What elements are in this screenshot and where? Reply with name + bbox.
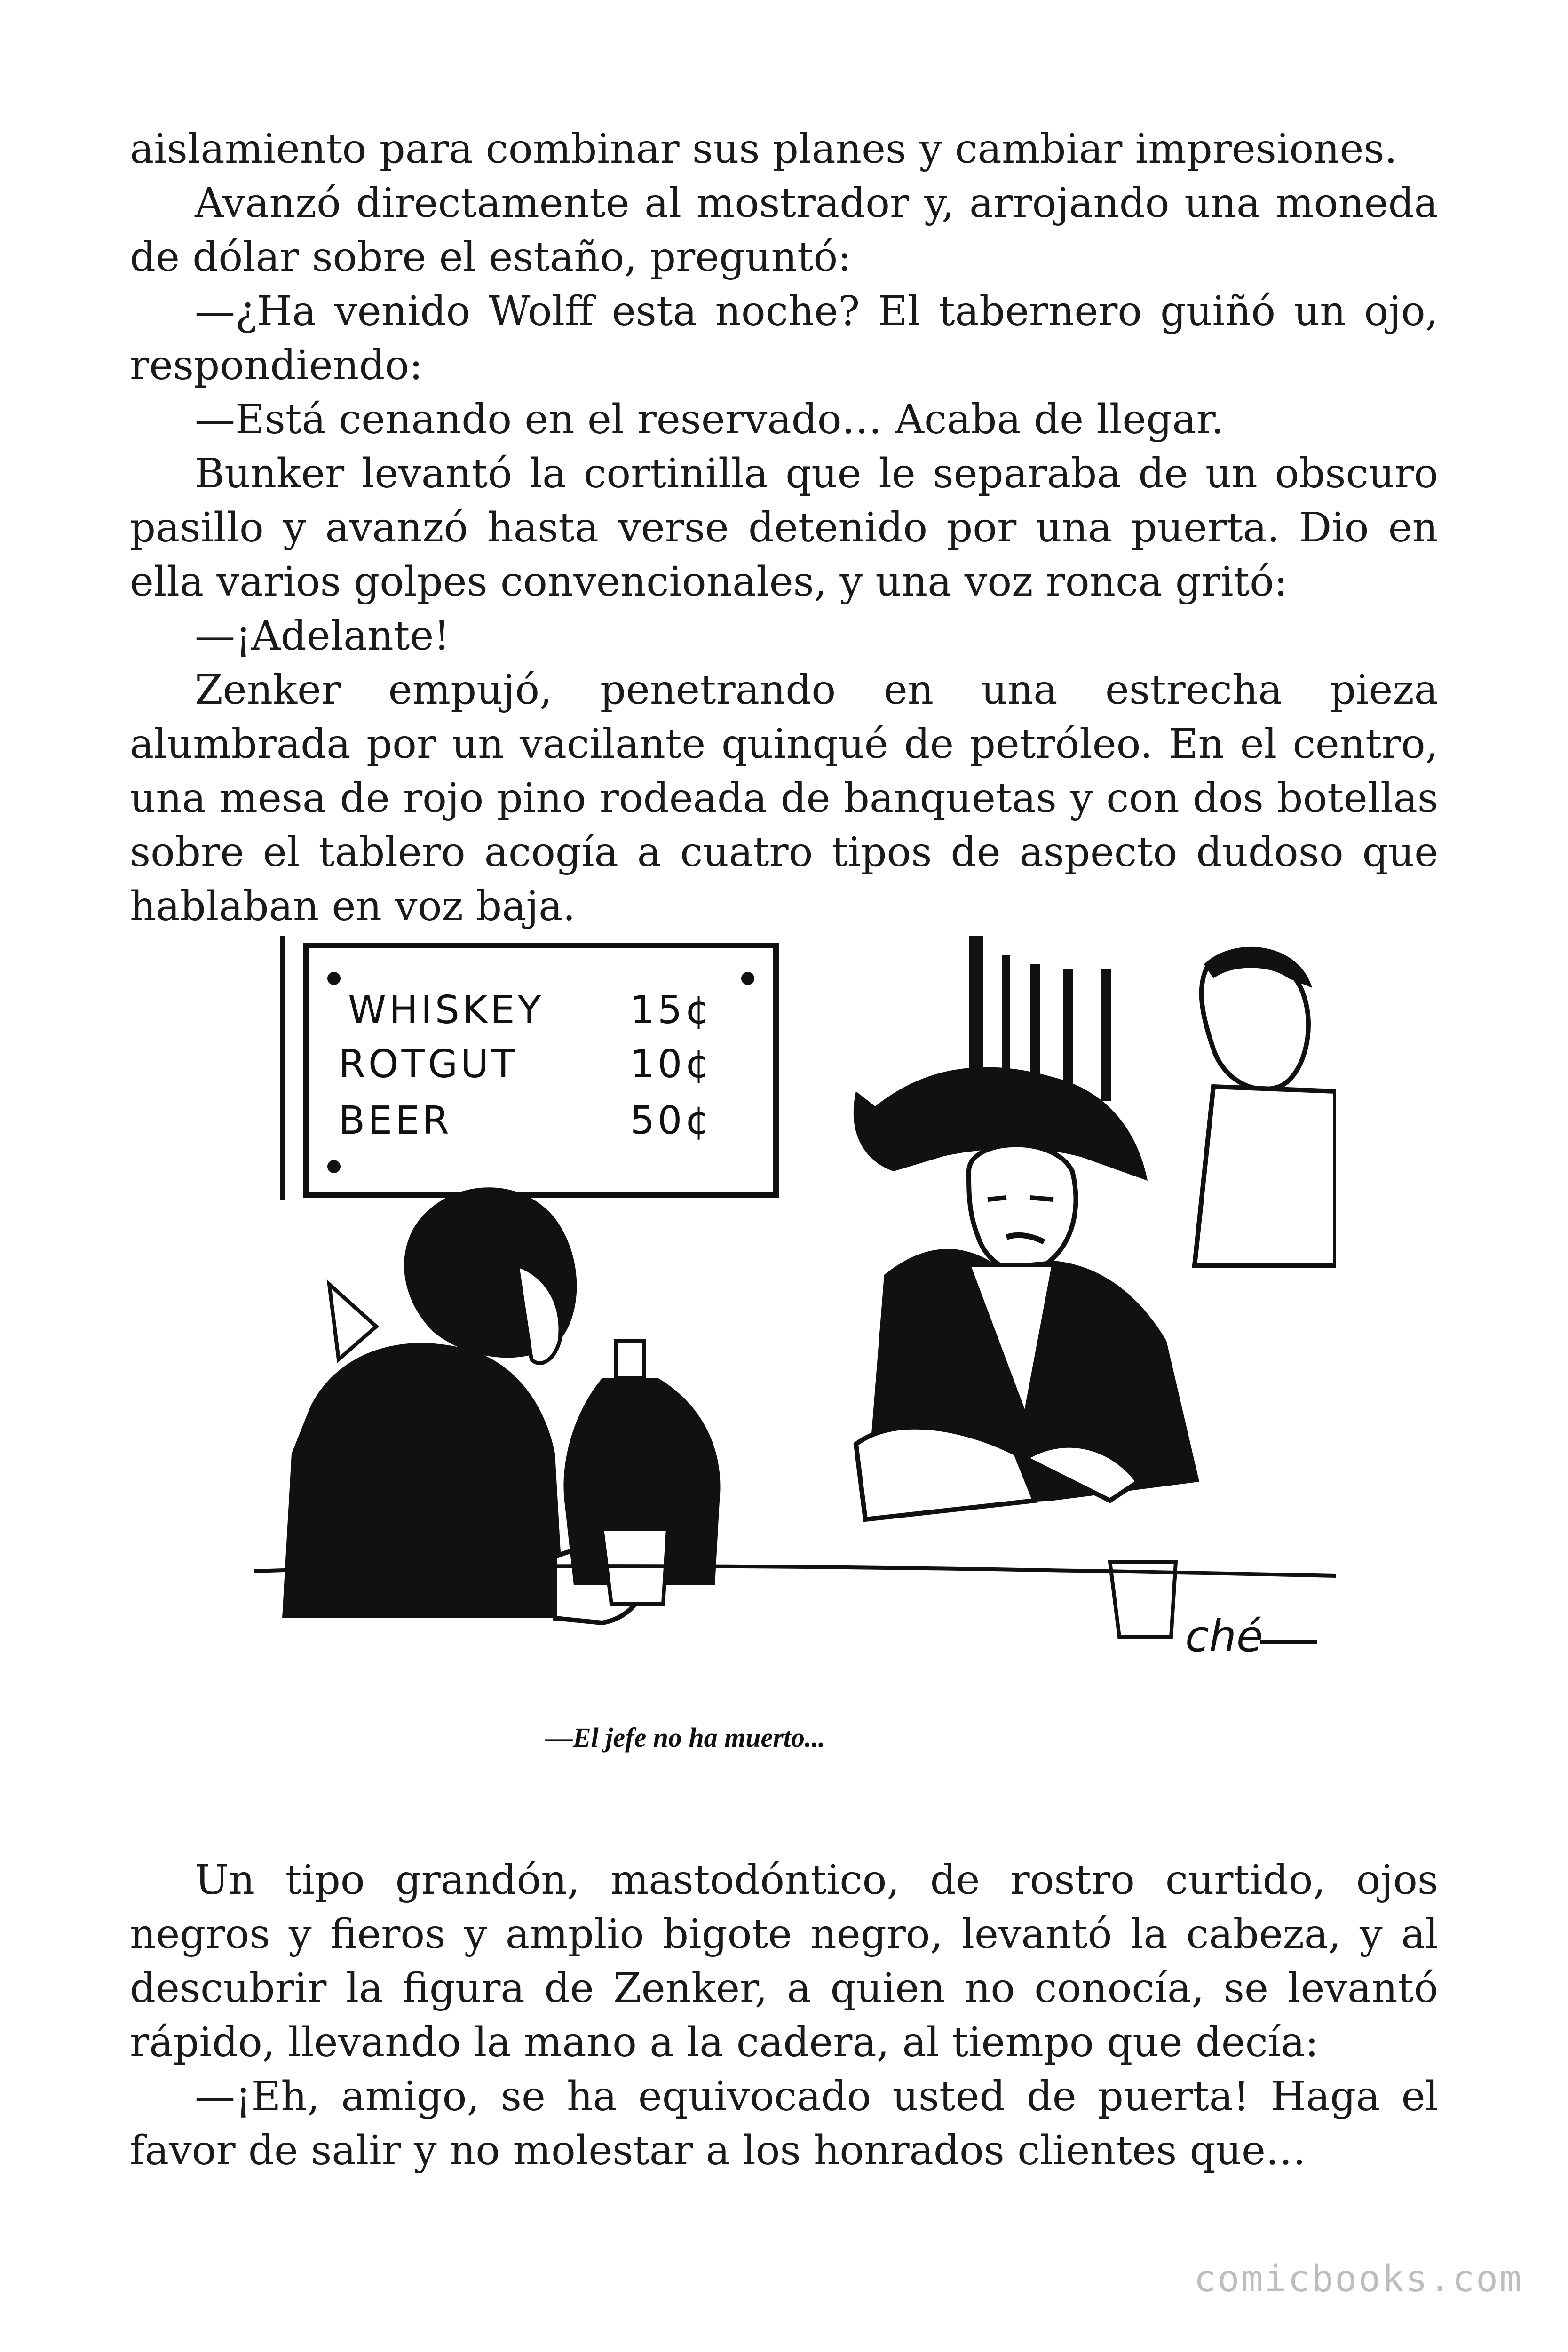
illustration-caption: —El jefe no ha muerto... (546, 1722, 825, 1753)
cowboy-figure (854, 1067, 1199, 1519)
sign-item: ROTGUT (339, 1042, 518, 1087)
sign-item: WHISKEY (348, 988, 544, 1033)
paragraph: Bunker levantó la cortinilla que le separaba de un obscuro pasillo y avanzó hasta verse detenido por una puerta. Dio en ella varios golpes convencionales, y una voz ronca gritó: (130, 450, 1438, 605)
sign-price: 15¢ (630, 988, 713, 1033)
paragraph: —¡Adelante! (195, 612, 450, 660)
paragraph: Un tipo grandón, mastodóntico, de rostro curtido, ojos negros y fieros y amplio bigote negro, levantó la cabeza, y al descubrir la figura de Zenker, a quien no conocía, se levantó rápido, llevando la mano a la cadera, al tiempo que decía: (130, 1857, 1438, 2066)
paragraph: —¿Ha venido Wolff esta noche? El tabernero guiñó un ojo, respondiendo: (130, 288, 1438, 389)
text-block-bottom (130, 1853, 1438, 2178)
sign-item: BEER (339, 1098, 452, 1143)
background-man (1195, 947, 1336, 1265)
watermark: comicbooks.com (1194, 2258, 1523, 2300)
sign-price: 50¢ (630, 1098, 713, 1143)
paragraph: —¡Eh, amigo, se ha equivocado usted de puerta! Haga el favor de salir y no molestar a los honrados clientes que… (130, 2073, 1438, 2174)
saloon-illustration (254, 936, 1336, 1736)
sign-price: 10¢ (630, 1042, 713, 1087)
paragraph: aislamiento para combinar sus planes y cambiar impresiones. (130, 126, 1397, 173)
text-block-top (130, 122, 1438, 934)
paragraph: Zenker empujó, penetrando en una estrecha pieza alumbrada por un vacilante quinqué de petróleo. En el centro, una mesa de rojo pino rodeada de banquetas y con dos botellas sobre el tablero acogía a cuatro tipos de aspecto dudoso que hablaban en voz baja. (130, 667, 1438, 930)
paragraph: —Está cenando en el reservado… Acaba de llegar. (195, 396, 1224, 443)
price-sign (282, 936, 776, 1200)
artist-signature: ché (1185, 1611, 1263, 1661)
paragraph: Avanzó directamente al mostrador y, arrojando una moneda de dólar sobre el estaño, preguntó: (130, 180, 1438, 281)
